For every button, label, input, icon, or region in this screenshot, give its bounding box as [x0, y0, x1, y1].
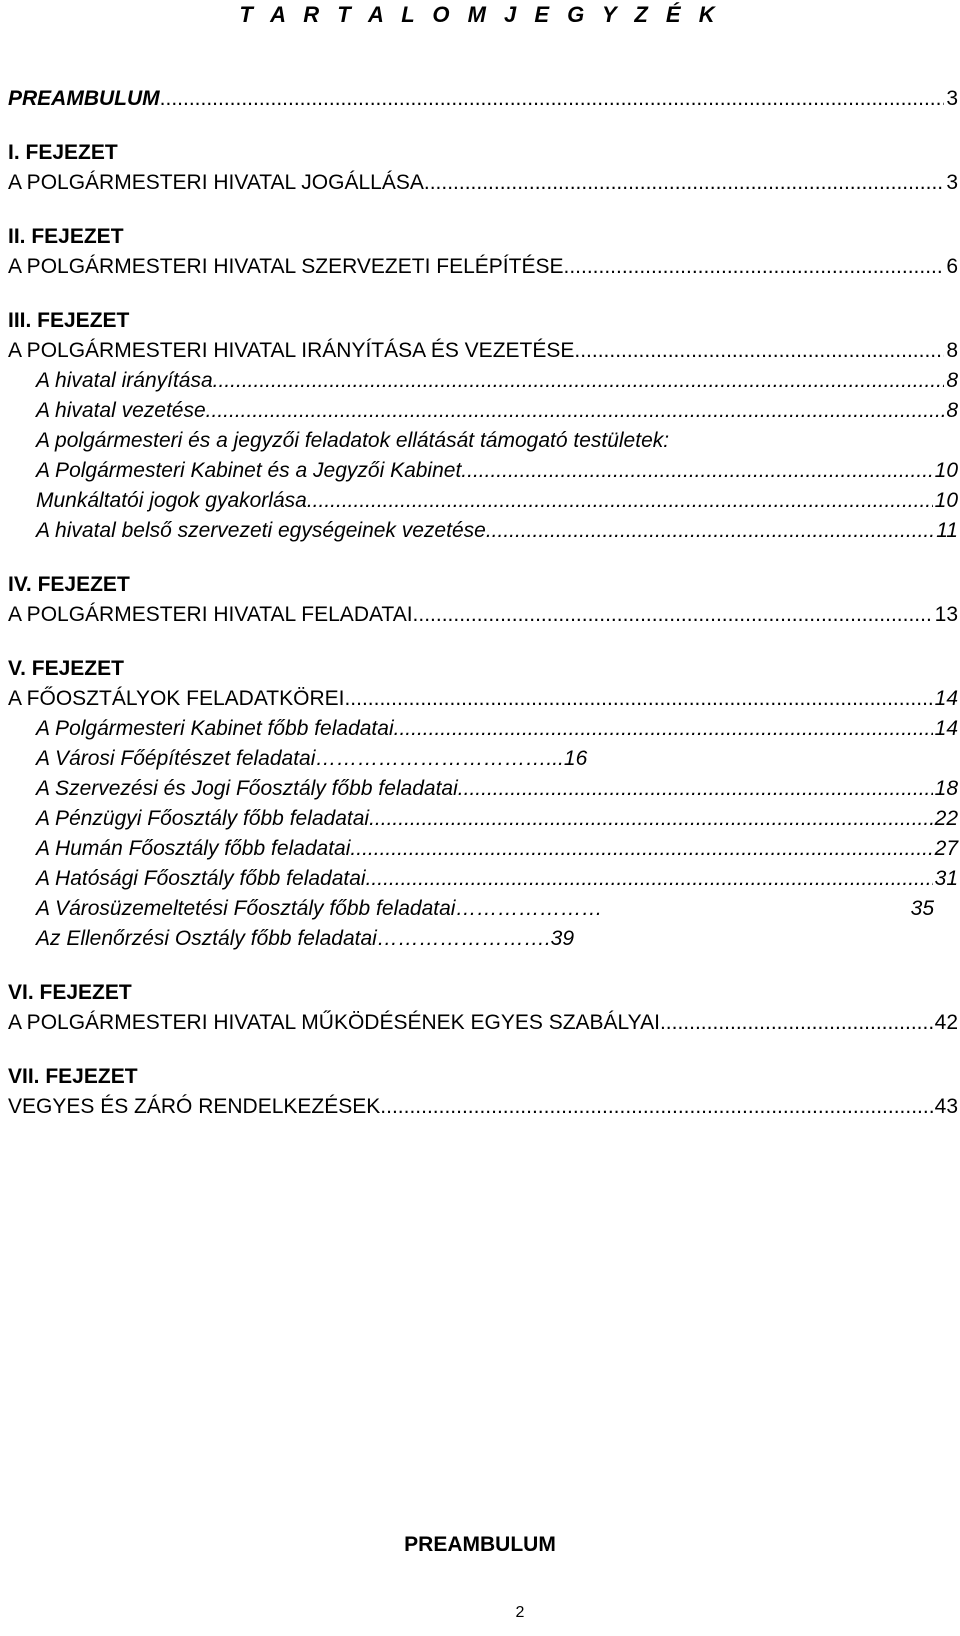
dot-leader [307, 486, 933, 516]
toc-entry-text: A POLGÁRMESTERI HIVATAL SZERVEZETI FELÉPÍTÉSE [8, 255, 564, 278]
toc-entry-chapter-4[interactable] [8, 600, 958, 630]
dot-leader [413, 600, 933, 630]
toc-entry-chapter-6[interactable] [8, 1008, 958, 1038]
toc-subentry[interactable] [8, 516, 958, 546]
toc-page-number: 14 [934, 687, 958, 710]
toc-entry-text: A POLGÁRMESTERI HIVATAL FELADATAI [8, 603, 413, 626]
dot-leader [461, 456, 932, 486]
dot-leader [394, 714, 933, 744]
toc-page-number: 27 [934, 837, 958, 860]
toc-subentry[interactable] [8, 456, 958, 486]
chapter-heading [8, 223, 958, 252]
chapter-label: IV. FEJEZET [8, 573, 130, 596]
toc-entry-text: Az Ellenőrzési Osztály főbb feladatai [36, 927, 377, 950]
chapter-heading [8, 139, 958, 168]
toc-entry-tail: …………………….39 [376, 927, 575, 950]
toc-page-number: 8 [946, 339, 958, 362]
toc-entry-text: A Pénzügyi Főosztály főbb feladatai [36, 807, 370, 830]
chapter-label: VII. FEJEZET [8, 1065, 138, 1088]
table-of-contents [8, 84, 958, 1122]
dot-leader [486, 516, 934, 546]
toc-entry-tail: ……………………………...16 [315, 747, 588, 770]
section-heading: PREAMBULUM [404, 1533, 556, 1556]
chapter-heading [8, 571, 958, 600]
toc-subentry[interactable] [8, 714, 958, 744]
toc-page-number: 31 [934, 867, 958, 890]
toc-page-number: 3 [946, 87, 958, 110]
toc-subentry[interactable] [8, 834, 958, 864]
dot-leader [660, 1008, 933, 1038]
toc-entry-text: A hivatal vezetése [36, 399, 206, 422]
dot-leader [369, 804, 933, 834]
toc-page-number: 22 [934, 807, 958, 830]
toc-page-number: 13 [934, 603, 958, 626]
toc-subentry[interactable] [8, 894, 958, 924]
chapter-heading [8, 979, 958, 1008]
toc-entry-text: A POLGÁRMESTERI HIVATAL IRÁNYÍTÁSA ÉS VEZETÉSE [8, 339, 575, 362]
toc-entry-text: A hivatal irányítása [36, 369, 213, 392]
toc-page-number: 35 [910, 897, 934, 920]
chapter-label: III. FEJEZET [8, 309, 130, 332]
toc-subentry[interactable] [8, 396, 958, 426]
dot-leader [424, 168, 944, 198]
toc-entry-text: A FŐOSZTÁLYOK FELADATKÖREI [8, 687, 345, 710]
chapter-heading [8, 307, 958, 336]
toc-entry-text: VEGYES ÉS ZÁRÓ RENDELKEZÉSEK [8, 1095, 381, 1118]
toc-entry-chapter-2[interactable] [8, 252, 958, 282]
toc-page-number: 43 [934, 1095, 958, 1118]
toc-subentry[interactable] [8, 864, 958, 894]
toc-page-number: 18 [934, 777, 958, 800]
toc-entry-text: A POLGÁRMESTERI HIVATAL MŰKÖDÉSÉNEK EGYES SZABÁLYAI [8, 1011, 660, 1034]
toc-entry-text: A polgármesteri és a jegyzői feladatok ellátását támogató testületek: [36, 429, 670, 452]
chapter-label: V. FEJEZET [8, 657, 124, 680]
toc-entry-text: A Hatósági Főosztály főbb feladatai [36, 867, 366, 890]
dot-leader [344, 684, 932, 714]
toc-entry-chapter-7[interactable] [8, 1092, 958, 1122]
toc-subentry[interactable] [8, 804, 958, 834]
toc-entry-text: A POLGÁRMESTERI HIVATAL JOGÁLLÁSA [8, 171, 424, 194]
toc-page-number: 11 [936, 519, 958, 542]
toc-entry-chapter-1[interactable] [8, 168, 958, 198]
dot-leader [350, 834, 932, 864]
toc-entry-tail: ………………… [455, 897, 603, 920]
toc-entry-chapter-5[interactable] [8, 684, 958, 714]
toc-entry-text: A Polgármesteri Kabinet főbb feladatai [36, 717, 394, 740]
toc-entry-preambulum[interactable] [8, 84, 958, 114]
toc-entry-text: Munkáltatói jogok gyakorlása [36, 489, 307, 512]
toc-page-number: 42 [934, 1011, 958, 1034]
toc-entry-text: A Városüzemeltetési Főosztály főbb feladatai [36, 897, 456, 920]
toc-subentry[interactable] [8, 366, 958, 396]
toc-page-number: 8 [946, 399, 958, 422]
dot-leader [160, 84, 945, 114]
toc-subentry[interactable] [8, 486, 958, 516]
chapter-label: VI. FEJEZET [8, 981, 132, 1004]
dot-leader [458, 774, 933, 804]
toc-subentry-heading [8, 426, 958, 456]
chapter-heading [8, 655, 958, 684]
dot-leader [213, 366, 945, 396]
toc-entry-text: A Szervezési és Jogi Főosztály főbb feladatai [36, 777, 458, 800]
toc-page-number: 8 [946, 369, 958, 392]
toc-page-number: 10 [934, 489, 958, 512]
toc-page-number: 3 [946, 171, 958, 194]
dot-leader [574, 336, 944, 366]
toc-page-number: 10 [934, 459, 958, 482]
toc-subentry[interactable] [8, 744, 958, 774]
toc-entry-text: A Humán Főosztály főbb feladatai [36, 837, 351, 860]
toc-subentry[interactable] [8, 924, 958, 954]
chapter-heading [8, 1063, 958, 1092]
dot-leader [380, 1092, 932, 1122]
dot-leader [206, 396, 945, 426]
toc-entry-chapter-3[interactable] [8, 336, 958, 366]
toc-entry-text: A Városi Főépítészet feladatai [36, 747, 316, 770]
toc-entry-text: PREAMBULUM [8, 87, 160, 110]
toc-page-number: 6 [946, 255, 958, 278]
chapter-label: I. FEJEZET [8, 141, 118, 164]
chapter-label: II. FEJEZET [8, 225, 124, 248]
toc-entry-text: A hivatal belső szervezeti egységeinek vezetése [36, 519, 486, 542]
toc-entry-text: A Polgármesteri Kabinet és a Jegyzői Kabinet [36, 459, 462, 482]
toc-title: T A R T A L O M J E G Y Z É K [239, 2, 721, 27]
page-number: 2 [515, 1604, 525, 1621]
dot-leader [366, 864, 933, 894]
dot-leader [563, 252, 944, 282]
toc-subentry[interactable] [8, 774, 958, 804]
toc-page-number: 14 [934, 717, 958, 740]
